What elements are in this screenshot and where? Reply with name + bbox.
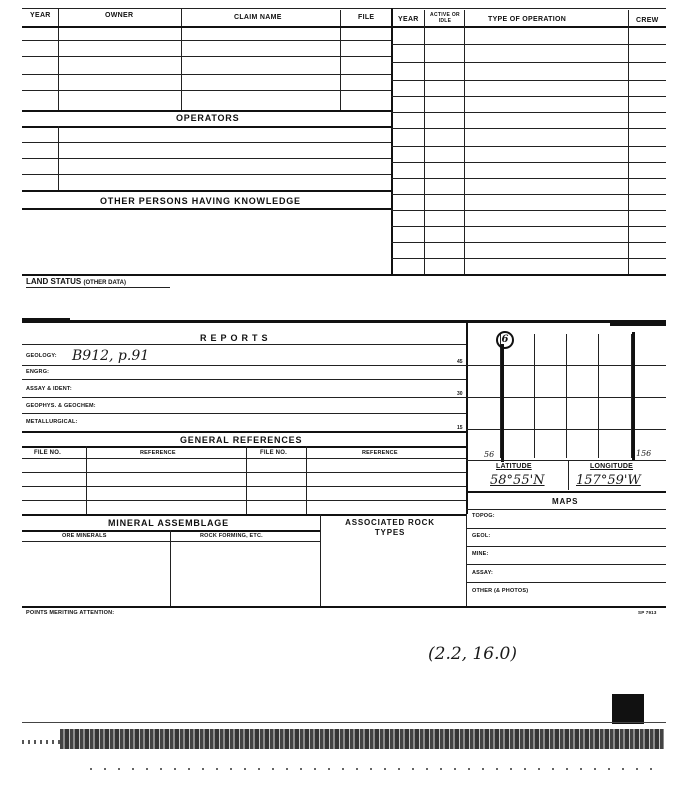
gr-header-file-no-1: FILE NO. [34,450,61,456]
scan-noise-left [22,740,62,744]
section-line [22,126,391,128]
header-type-of-operation: TYPE OF OPERATION [488,16,567,23]
row-line [22,397,466,398]
divider [246,446,247,514]
row-line [22,158,391,159]
divider [466,514,467,606]
row-line [391,112,666,113]
divider [170,530,171,606]
section-line [22,190,391,192]
section-line [22,110,391,112]
row-line [391,146,666,147]
report-geophys-label: GEOPHYS. & GEOCHEM: [26,403,96,409]
divider [181,8,182,26]
header-claim-name: CLAIM NAME [234,14,282,21]
row-line [22,379,466,380]
reports-divider [466,322,468,514]
row-line [22,142,391,143]
reports-title: REPORTS [200,333,272,343]
ore-minerals-header: ORE MINERALS [62,533,107,539]
row-line [22,486,466,487]
main-divider [391,8,393,274]
row-line [22,365,466,366]
scan-block [612,694,644,724]
row-line [391,62,666,63]
row-line [22,413,466,414]
general-references-title: GENERAL REFERENCES [180,435,303,445]
footer-line [22,606,666,608]
section-line [22,208,391,210]
grid-line [566,334,567,458]
grid-mark-right: 156 [636,449,652,458]
row-line [466,546,666,547]
report-geology-value: B912, p.91 [72,348,150,364]
maps-geol: GEOL: [472,533,491,539]
grid-line [466,365,666,366]
other-persons-label: OTHER PERSONS HAVING KNOWLEDGE [100,196,301,206]
report-engrg-label: ENGRG: [26,369,50,375]
report-num-30: 30 [457,391,463,397]
row-line [391,80,666,81]
longitude-label: LONGITUDE [590,463,634,470]
mineral-assemblage-title: MINERAL ASSEMBLAGE [108,518,229,528]
smudge-right [610,321,666,326]
land-status-title: LAND STATUS [26,277,82,286]
top-border [22,8,666,9]
row-line [22,472,466,473]
divider [568,460,569,490]
row-line [391,162,666,163]
grid-line [534,334,535,458]
maps-other: OTHER (& PHOTOS) [472,588,529,594]
divider [424,10,425,274]
latitude-value: 58°55'N [490,473,545,488]
row-line [391,210,666,211]
latitude-label: LATITUDE [496,463,532,470]
header-file: FILE [358,14,375,21]
row-line [466,509,666,510]
scan-noise-band [60,729,664,749]
row-line [22,40,391,41]
associated-rock-types-title: ASSOCIATED ROCK TYPES [345,518,435,537]
grid-highlight-left [501,344,504,462]
divider [58,28,59,110]
row-line [391,226,666,227]
divider [340,10,341,26]
scan-dots [90,768,660,770]
section-line [22,514,466,516]
row-line [466,582,666,583]
header-underline [22,26,666,28]
land-status-underline [26,287,170,288]
header-crew: CREW [636,17,659,24]
grid-line [466,397,666,398]
rock-forming-header: ROCK FORMING, ETC. [200,533,263,539]
divider [181,28,182,110]
report-assay-label: ASSAY & IDENT: [26,386,72,392]
reports-top-border [22,320,666,323]
row-line [22,458,466,459]
gr-header-reference-2: REFERENCE [362,450,398,456]
section-line [22,274,666,276]
points-meriting-attention-label: POINTS MERITING ATTENTION: [26,610,115,616]
maps-assay: ASSAY: [472,570,494,576]
divider [340,28,341,110]
operators-label: OPERATORS [176,113,240,123]
handwritten-coordinates: (2.2, 16.0) [428,644,517,664]
row-line [22,174,391,175]
divider [628,10,629,274]
header-owner: OWNER [105,12,134,19]
row-line [466,460,666,461]
row-line [391,258,666,259]
row-line [466,564,666,565]
divider [464,10,465,274]
section-line [22,431,466,433]
section-line [22,446,466,448]
maps-mine: MINE: [472,551,489,557]
divider [58,126,59,190]
divider [86,446,87,514]
land-status-sub: (OTHER DATA) [83,280,126,286]
longitude-value: 157°59'W [576,473,641,488]
row-line [466,528,666,529]
row-line [22,56,391,57]
row-line [22,500,466,501]
scan-line [22,722,666,723]
divider [58,8,59,26]
report-metallurgical-label: METALLURGICAL: [26,419,78,425]
maps-title: MAPS [552,497,579,506]
row-line [391,194,666,195]
row-line [391,96,666,97]
row-line [391,44,666,45]
section-line [466,491,666,493]
land-status-label [26,277,126,286]
row-line [22,90,391,91]
header-year-2: YEAR [398,16,419,23]
report-geology-label: GEOLOGY: [26,353,57,359]
smudge-left [22,318,70,323]
row-line [22,541,320,542]
header-year: YEAR [30,12,51,19]
divider [306,446,307,514]
row-line [22,74,391,75]
report-num-15: 15 [457,425,463,431]
row-line [391,242,666,243]
report-num-45: 45 [457,359,463,365]
grid-line [466,429,666,430]
grid-mark-left: 56 [484,450,495,459]
maps-topog: TOPOG: [472,513,495,519]
gr-header-reference-1: REFERENCE [140,450,176,456]
form-code: SP 7913 [638,610,657,615]
grid-mark-circle: 6 [496,331,514,349]
grid-highlight-right [632,332,635,460]
section-line [22,530,320,532]
divider [320,514,321,606]
row-line [391,128,666,129]
gr-header-file-no-2: FILE NO. [260,450,287,456]
grid-line [598,334,599,458]
row-line [391,178,666,179]
row-line [22,344,466,345]
header-active-idle: ACTIVE OR IDLE [430,12,460,24]
